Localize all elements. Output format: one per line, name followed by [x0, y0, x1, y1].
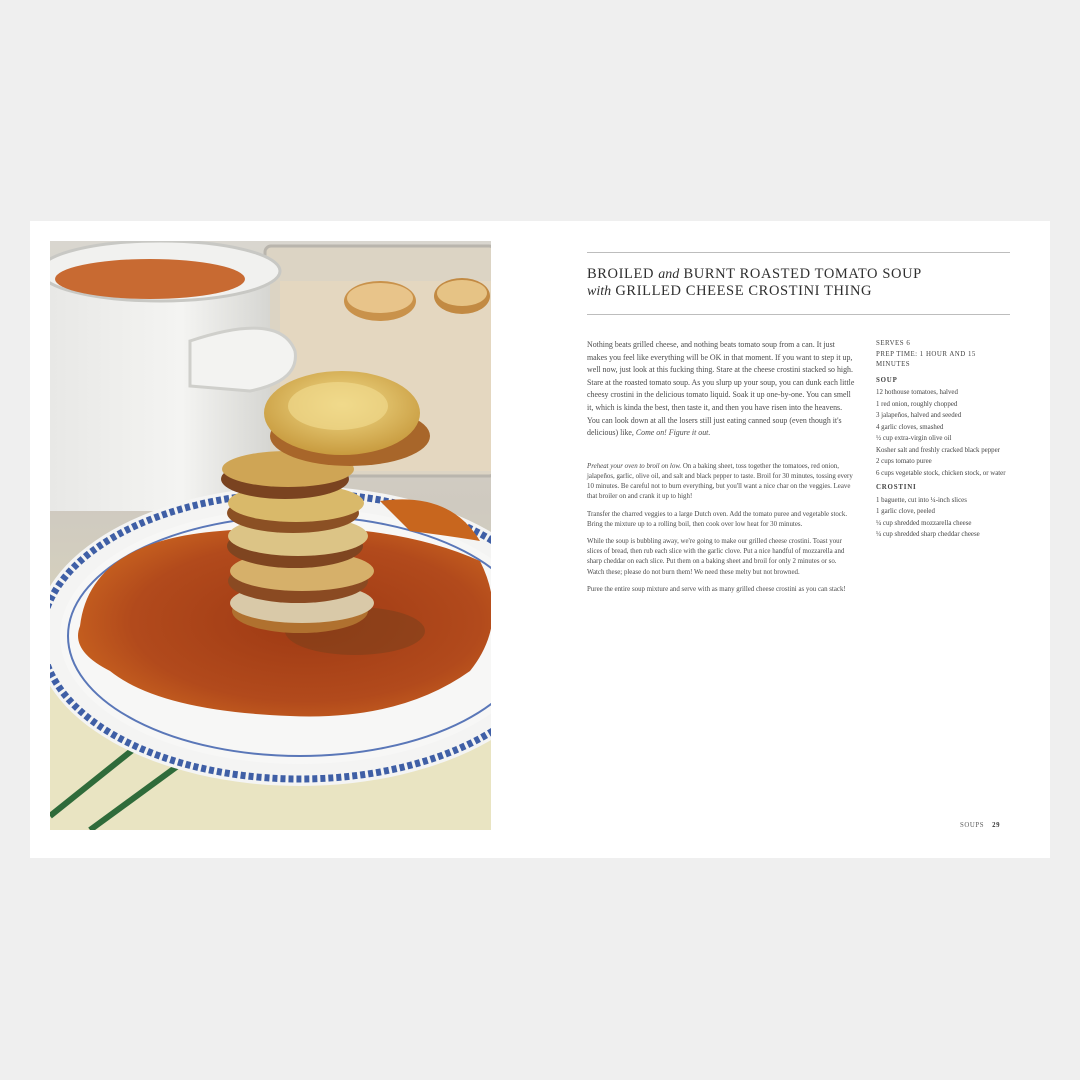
ingredient-item: ½ cup extra-virgin olive oil [876, 435, 952, 443]
ingredient-item: Kosher salt and freshly cracked black pepper [876, 446, 1000, 454]
prep-time: PREP TIME: 1 HOUR AND 15 MINUTES [876, 350, 976, 369]
soup-photo [50, 241, 491, 830]
step-4: Puree the entire soup mixture and serve with as many grilled cheese crostini as you can stack! [587, 585, 846, 593]
ingredients-column [876, 339, 1011, 542]
ingredient-item: 1 garlic clove, peeled [876, 508, 935, 516]
intro-paragraph [587, 339, 855, 440]
intro-text: Nothing beats grilled cheese, and nothing beats tomato soup from a can. It just makes you feel like everything will be OK in that moment. If you want to step it up, well now, just look at this fucking thing. Stare at the cheese crostini stacked so high. Stare at the roasted tomato soup. As you slurp up your soup, you can dunk each little cheesy crostini in the delicious tomato liquid. Soak it up one-by-one. You can smell it, which is kinda the best, then taste it, and then you have risen into the heavens. You can look down at all the losers still just eating canned soup (even though it's delicious) like, [587, 340, 855, 438]
book-spread [30, 221, 1050, 858]
crostini-heading: CROSTINI [876, 484, 917, 492]
ingredient-item: 4 garlic cloves, smashed [876, 423, 944, 431]
page-footer [960, 822, 1030, 829]
ingredient-item: 6 cups vegetable stock, chicken stock, or water [876, 469, 1006, 477]
ingredient-item: ¼ cup shredded sharp cheddar cheese [876, 531, 980, 539]
ingredient-item: 12 hothouse tomatoes, halved [876, 389, 958, 397]
title-rule-top [587, 252, 1010, 253]
step-2: Transfer the charred veggies to a large Dutch oven. Add the tomato puree and vegetable stock. Bring the mixture up to a rolling boil, then cook over low heat for 30 minutes. [587, 510, 848, 528]
title-rule-bottom [587, 314, 1010, 315]
title-word: GRILLED CHEESE CROSTINI THING [615, 283, 873, 299]
title-connector: with [587, 284, 612, 299]
serves: SERVES 6 [876, 340, 911, 347]
ingredient-item: 1 red onion, roughly chopped [876, 400, 958, 408]
title-word: BROILED [587, 266, 655, 282]
title-connector: and [658, 267, 680, 282]
recipe-title [587, 266, 1017, 300]
step-3: While the soup is bubbling away, we're going to make our grilled cheese crostini. Toast your slices of bread, then rub each slice with the garlic clove. Put a nice handful of mozzarella and sharp cheddar on each slice. Put them on a baking sheet and broil for only 2 minutes or so. Watch these; please do not burn them! We need these melty but not browned. [587, 537, 845, 576]
section-name: SOUPS [960, 822, 985, 829]
intro-emphasis: Come on! Figure it out. [635, 428, 711, 438]
step-1-lead: Preheat your oven to broil on low. [587, 462, 682, 470]
ingredient-item: ¼ cup shredded mozzarella cheese [876, 519, 972, 527]
page-number: 29 [992, 822, 1001, 829]
soup-heading: SOUP [876, 376, 898, 384]
step-1-text: On a baking sheet, toss together the tomatoes, red onion, jalapeños, garlic, olive oil, and salt and black pepper to taste. Broil for 30 minutes, tossing every 10 minutes. Be careful not to burn everything, but you'll want a nice char on the veggies. Leave that broiler on and crank it up to high! [587, 462, 853, 501]
step-1 [587, 462, 855, 503]
ingredient-item: 1 baguette, cut into ¼-inch slices [876, 496, 967, 504]
soup-ingredients [876, 388, 1011, 478]
ingredient-item: 3 jalapeños, halved and seeded [876, 412, 962, 420]
recipe-method-column [587, 339, 855, 602]
crostini-ingredients [876, 496, 1011, 540]
ingredient-item: 2 cups tomato puree [876, 458, 932, 466]
title-word: BURNT ROASTED TOMATO SOUP [683, 266, 922, 282]
